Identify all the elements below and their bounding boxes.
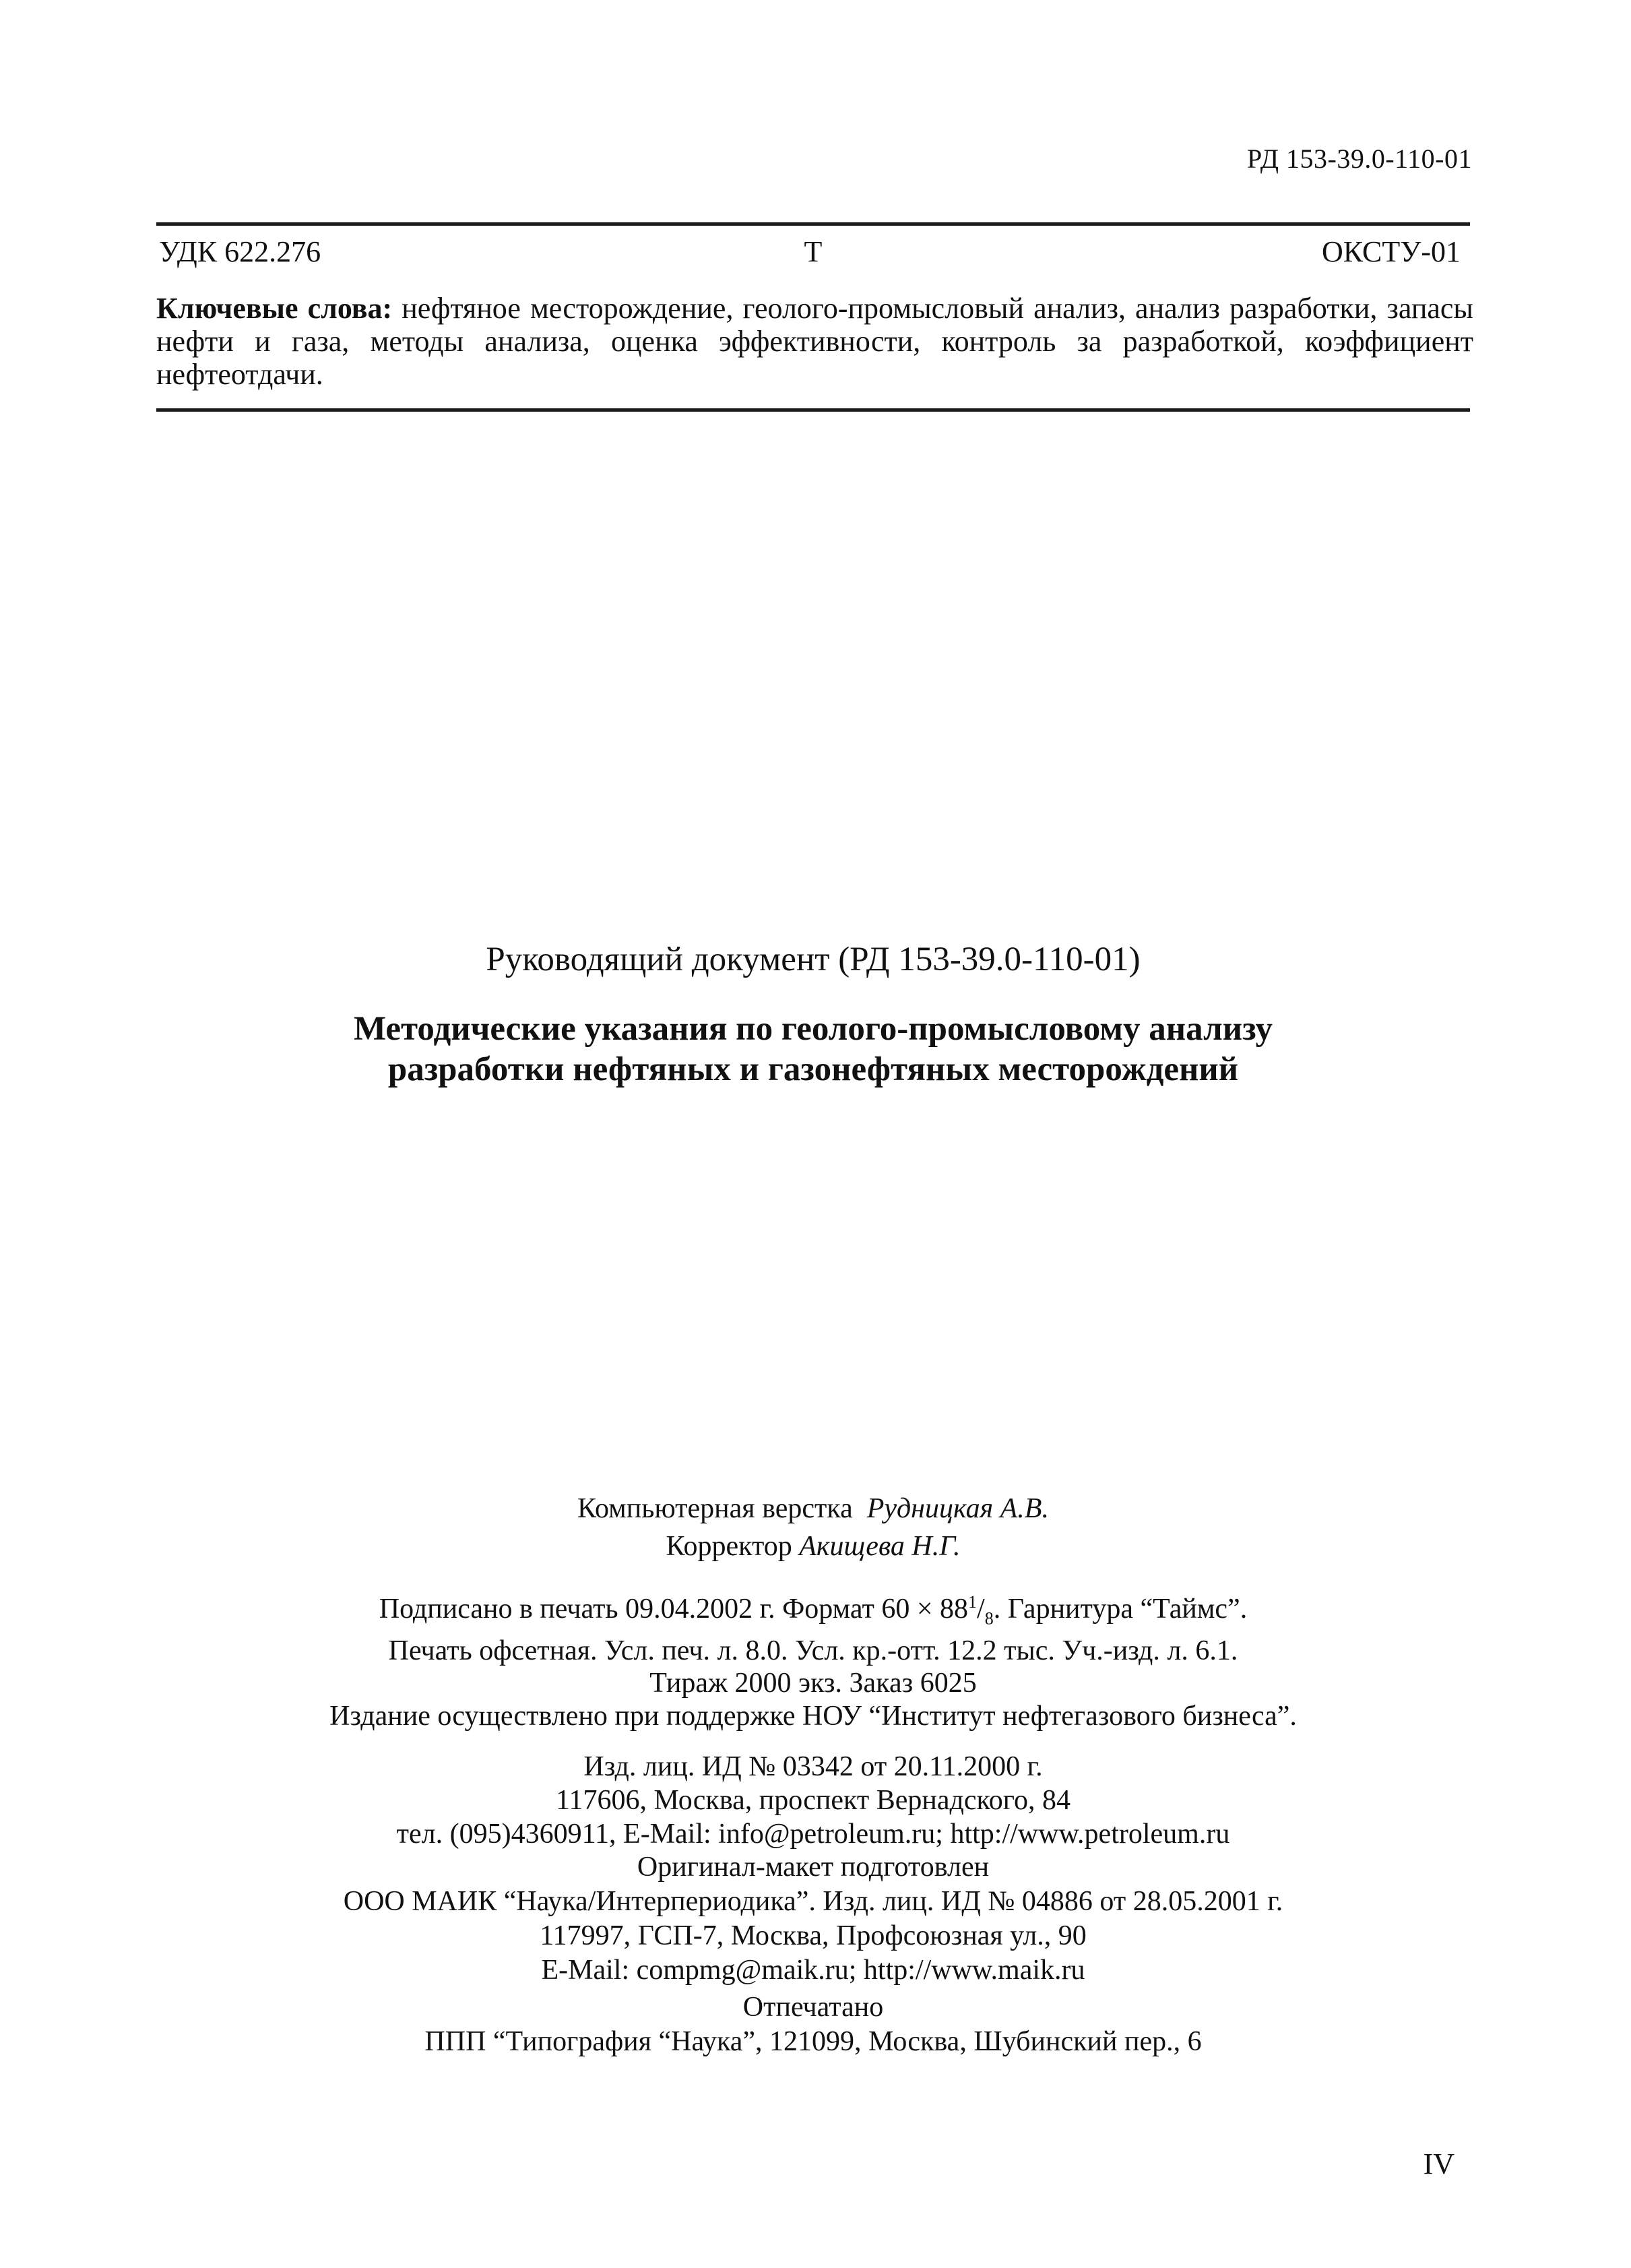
support-line: Издание осуществлено при поддержке НОУ “Институт нефтегазового бизнеса”. xyxy=(329,1701,1297,1732)
printer-block xyxy=(156,1990,1470,2059)
printed-line: ППП “Типография “Наука”, 121099, Москва, Шубинский пер., 6 xyxy=(424,2026,1202,2057)
udk-code: УДК 622.276 xyxy=(159,235,321,268)
keywords-label: Ключевые слова: xyxy=(156,292,393,325)
document-code: РД 153-39.0-110-01 xyxy=(1247,144,1472,174)
category-letter: Т xyxy=(804,235,823,268)
maik-address: 117997, ГСП-7, Москва, Профсоюзная ул., 90 xyxy=(540,1920,1087,1951)
original-label: Оригинал-макет подготовлен xyxy=(637,1852,990,1883)
corrector-label: Корректор xyxy=(666,1531,792,1562)
maik-line: ООО МАИК “Наука/Интерпериодика”. Изд. лиц. ИД № 04886 от 28.05.2001 г. xyxy=(343,1886,1283,1917)
print-line-1: Подписано в печать 09.04.2002 г. Формат $60 \times 88^1/_8$. Гарнитура “Таймс”. xyxy=(379,1592,1248,1629)
keywords-paragraph xyxy=(156,292,1473,391)
bottom-divider xyxy=(156,408,1470,412)
print-line-3: Тираж 2000 экз. Заказ 6025 xyxy=(649,1668,977,1699)
license-line: Изд. лиц. ИД № 03342 от 20.11.2000 г. xyxy=(583,1751,1043,1782)
top-divider xyxy=(156,222,1470,226)
print-line-2: Печать офсетная. Усл. печ. л. 8.0. Усл. кр.-отт. 12.2 тыс. Уч.-изд. л. 6.1. xyxy=(388,1635,1238,1667)
page-number: IV xyxy=(1423,2147,1454,2180)
publisher-block xyxy=(156,1750,1470,1851)
print-details-block xyxy=(156,1586,1470,1699)
maik-contact: E-Mail: compmg@maik.ru; http://www.maik.ru xyxy=(541,1955,1085,1986)
printed-label: Отпечатано xyxy=(742,1992,884,2023)
keywords-text: нефтяное месторождение, геолого-промысловый анализ, анализ разработки, запасы нефти и газа, методы анализа, оценка эффективности, контроль за разработкой, коэффициент нефтеотдачи. xyxy=(156,292,1473,391)
credits-block xyxy=(156,1490,1470,1565)
layout-label: Компьютерная верстка xyxy=(577,1493,853,1524)
corrector-name: Акищева Н.Г. xyxy=(799,1531,961,1562)
layout-name: Рудницкая А.В. xyxy=(866,1493,1049,1524)
main-title-line-2: разработки нефтяных и газонефтяных месторождений xyxy=(387,1050,1239,1088)
contact-line: тел. (095)4360911, E-Mail: info@petroleum.ru; http://www.petroleum.ru xyxy=(396,1819,1230,1850)
original-layout-block xyxy=(156,1850,1470,1988)
main-title xyxy=(156,1009,1470,1090)
classification-row xyxy=(156,229,1470,270)
address-line: 117606, Москва, проспект Вернадского, 84 xyxy=(556,1785,1070,1816)
main-title-line-1: Методические указания по геолого-промысловому анализу xyxy=(353,1010,1273,1048)
okstu-code: ОКСТУ-01 xyxy=(1321,235,1461,268)
guide-document-title: Руководящий документ (РД 153-39.0-110-01) xyxy=(486,941,1141,978)
corrector-credit xyxy=(156,1527,1470,1565)
layout-credit xyxy=(156,1490,1470,1527)
